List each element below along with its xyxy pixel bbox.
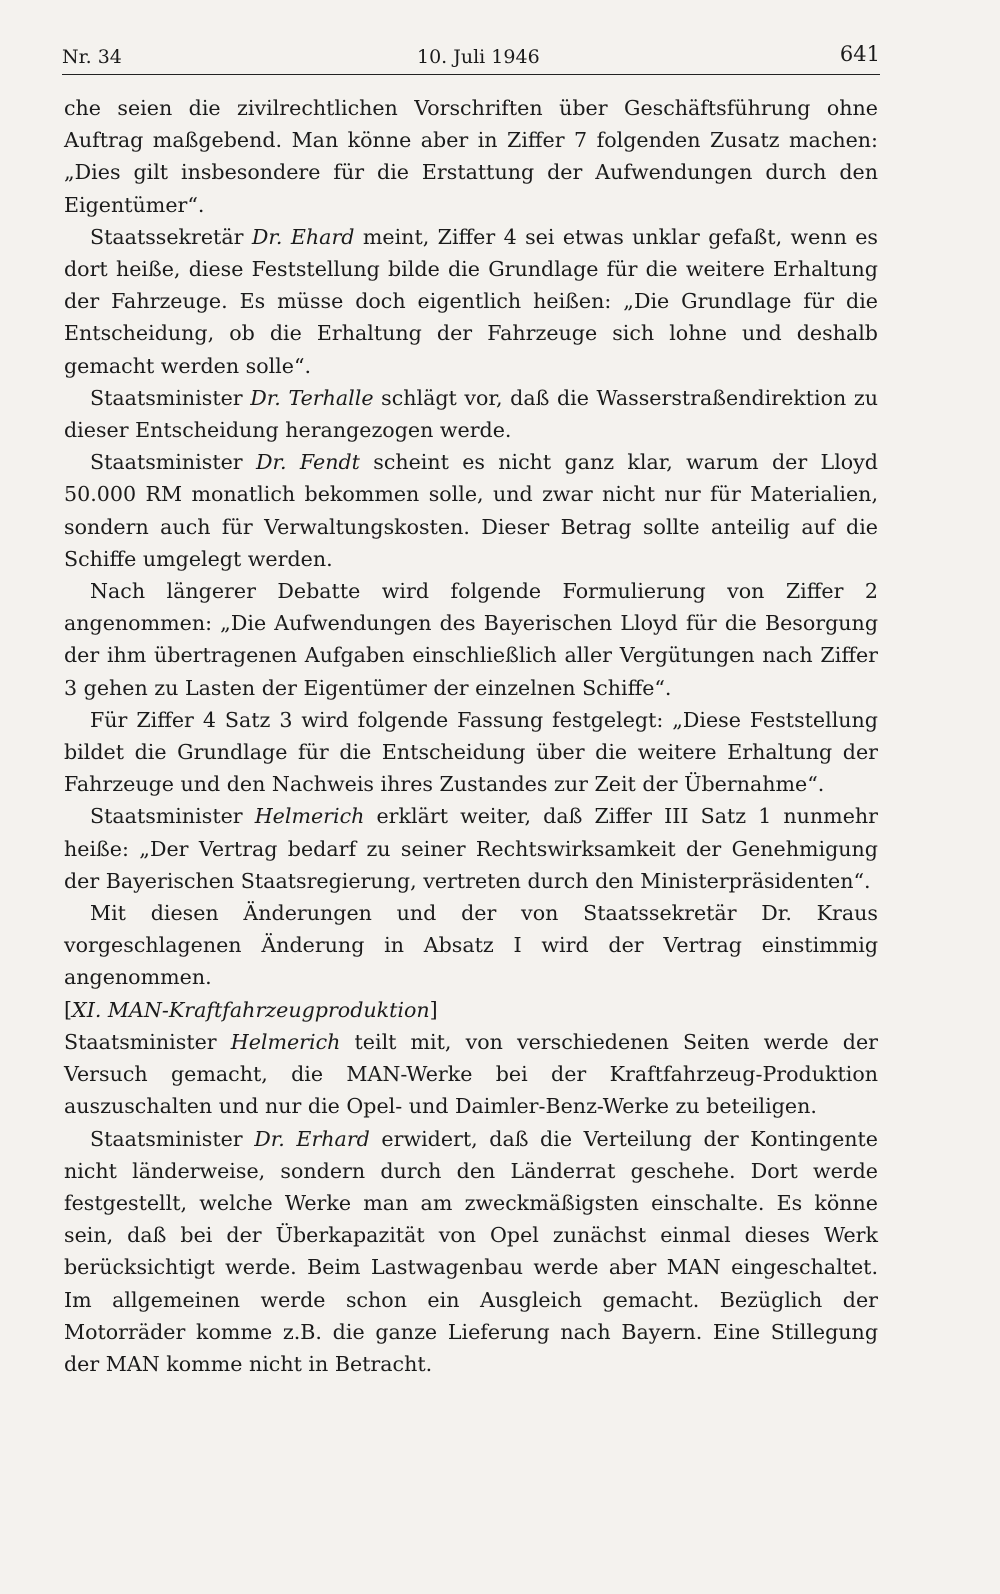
paragraph-6: Für Ziffer 4 Satz 3 wird folgende Fassung festgelegt: „Diese Feststellung bildet die Grundlage für die Entscheidung über die weitere Erhaltung der Fahrzeuge und den Nachweis ihres Zustandes zur Zeit der Übernahme“. <box>64 707 878 797</box>
issue-date: 10. Juli 1946 <box>417 46 540 68</box>
speaker-name: Dr. Erhard <box>254 1126 370 1151</box>
section-paragraph-2: Staatsminister Dr. Erhard erwidert, daß die Verteilung der Kontingente nicht länderweise, sondern durch den Länderrat geschehe. Dort werde festgestellt, welche Werke man am zweckmäßigsten einschalte. Es könne sein, daß bei der Überkapazität von Opel zunächst einmal dieses Werk berücksichtigt werde. Beim Lastwagenbau werde aber MAN eingeschaltet. Im allgemeinen werde schon ein Ausgleich gemacht. Bezüglich der Motorräder komme z.B. die ganze Lieferung nach Bayern. Eine Stillegung der MAN komme nicht in Betracht. <box>64 1126 878 1376</box>
issue-number: Nr. 34 <box>62 46 122 68</box>
paragraph-5: Nach längerer Debatte wird folgende Formulierung von Ziffer 2 angenommen: „Die Aufwendungen des Bayerischen Lloyd für die Besorgung der ihm übertragenen Aufgaben einschließlich aller Vergütungen nach Ziffer 3 gehen zu Lasten der Eigentümer der einzelnen Schiffe“. <box>64 579 878 700</box>
paragraph-3: Staatsminister Dr. Terhalle schlägt vor, daß die Wasserstraßendirektion zu dieser Entscheidung herangezogen werde. <box>64 385 878 443</box>
speaker-name: Helmerich <box>254 804 365 829</box>
body-text <box>64 92 878 1380</box>
speaker-name: Dr. Terhalle <box>250 385 374 410</box>
section-title: XI. MAN-Kraftfahrzeugproduktion <box>72 997 430 1022</box>
section-paragraph-1: Staatsminister Helmerich teilt mit, von verschiedenen Seiten werde der Versuch gemacht, die MAN-Werke bei der Kraftfahrzeug-Produktion auszuschalten und nur die Opel- und Daimler-Benz-Werke zu beteiligen. <box>64 1029 878 1119</box>
speaker-name: Dr. Fendt <box>255 450 360 475</box>
paragraph-2: Staatssekretär Dr. Ehard meint, Ziffer 4 sei etwas unklar gefaßt, wenn es dort heiße, diese Feststellung bilde die Grundlage für die weitere Erhaltung der Fahrzeuge. Es müsse doch eigentlich heißen: „Die Grundlage für die Entscheidung, ob die Erhaltung der Fahrzeuge sich lohne und deshalb gemacht werden solle“. <box>64 224 878 378</box>
header-rule <box>62 74 880 75</box>
page-number: 641 <box>839 42 880 66</box>
paragraph-7: Staatsminister Helmerich erklärt weiter, daß Ziffer III Satz 1 nunmehr heiße: „Der Vertrag bedarf zu seiner Rechtswirksamkeit der Genehmigung der Bayerischen Staatsregierung, vertreten durch den Ministerpräsidenten“. <box>64 804 879 893</box>
section-heading: [XI. MAN-Kraftfahrzeugproduktion] <box>64 997 438 1022</box>
running-header <box>62 38 880 72</box>
paragraph-1: che seien die zivilrechtlichen Vorschriften über Geschäftsführung ohne Auftrag maßgebend. Man könne aber in Ziffer 7 folgenden Zusatz machen: „Dies gilt insbesondere für die Erstattung der Aufwendungen durch den Eigentümer“. <box>64 96 878 217</box>
speaker-name: Dr. Ehard <box>251 224 355 249</box>
paragraph-4: Staatsminister Dr. Fendt scheint es nicht ganz klar, warum der Lloyd 50.000 RM monatlich bekommen solle, und zwar nicht nur für Materialien, sondern auch für Verwaltungskosten. Dieser Betrag sollte anteilig auf die Schiffe umgelegt werden. <box>64 450 878 571</box>
paragraph-8: Mit diesen Änderungen und der von Staatssekretär Dr. Kraus vorgeschlagenen Änderung in Absatz I wird der Vertrag einstimmig angenommen. <box>64 901 878 990</box>
speaker-name: Helmerich <box>230 1029 341 1054</box>
